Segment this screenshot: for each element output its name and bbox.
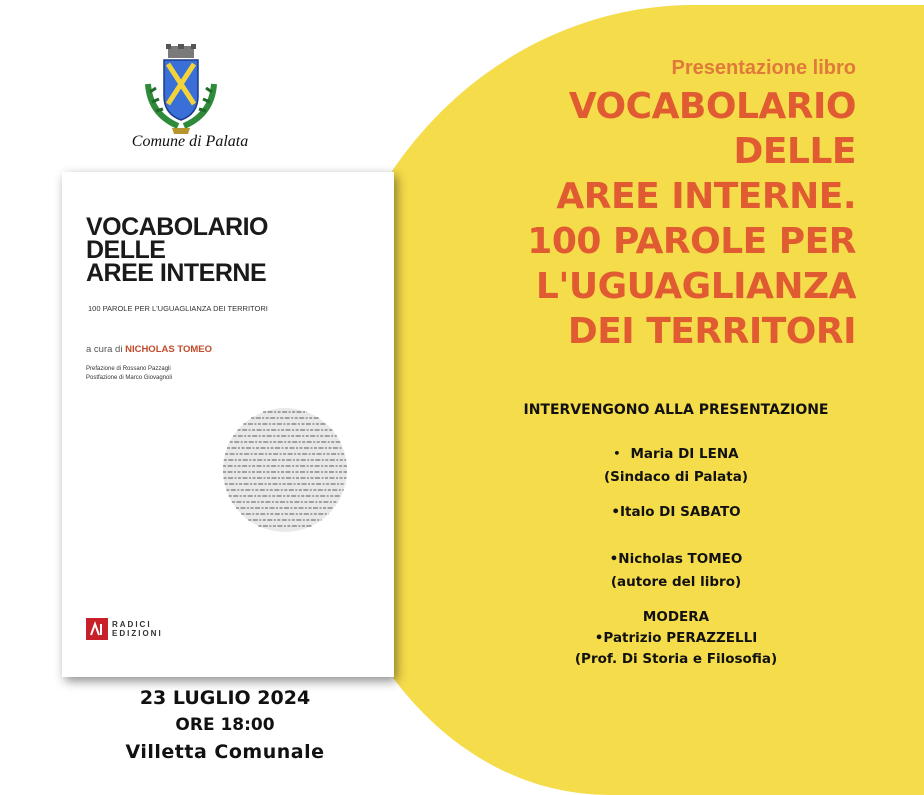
moderator-role: (Prof. Di Storia e Filosofia) <box>574 651 778 667</box>
speaker-name <box>470 548 882 571</box>
publisher-name-line: RADICI <box>112 620 152 629</box>
book-title-line: DELLE <box>86 236 166 264</box>
event-details <box>80 684 370 766</box>
bullet-icon: • <box>609 551 619 567</box>
event-date: 23 LUGLIO 2024 <box>139 687 311 709</box>
book-title-line: AREE INTERNE <box>86 259 267 287</box>
publisher-name-line: EDIZIONI <box>112 629 163 638</box>
poster-title-line: DEI TERRITORI <box>567 311 856 352</box>
book-preface: Prefazione di Rossano Pazzagli <box>86 366 171 372</box>
event-time: ORE 18:00 <box>175 715 275 735</box>
speaker-name-text: Italo DI SABATO <box>619 504 741 520</box>
speaker-name-text: Maria DI LENA <box>630 446 739 462</box>
poster-title-line: AREE INTERNE. <box>556 176 856 217</box>
publisher-name <box>112 620 163 638</box>
poster-title-line: L'UGUAGLIANZA <box>535 266 856 307</box>
municipal-crest-icon <box>144 44 218 136</box>
book-postface: Postfazione di Marco Giovagnoli <box>86 375 173 381</box>
speaker-name-text: Nicholas TOMEO <box>618 551 743 567</box>
publisher <box>86 618 163 640</box>
moderator-name-text: Patrizio PERAZZELLI <box>603 630 758 646</box>
poster-title <box>420 84 856 354</box>
book-editor-prefix: a cura di <box>86 344 123 355</box>
municipality-name: Comune di Palata <box>131 133 249 150</box>
bullet-icon: • <box>613 447 621 460</box>
speaker-name <box>470 501 882 524</box>
speaker-role: (Sindaco di Palata) <box>604 469 748 485</box>
book-editor-name: NICHOLAS TOMEO <box>125 344 212 355</box>
book-title-line: VOCABOLARIO <box>86 213 268 241</box>
poster-title-line: VOCABOLARIO <box>568 86 856 127</box>
publisher-logo-icon <box>86 618 108 640</box>
presentation-label: Presentazione libro <box>671 57 856 79</box>
word-cloud-graphic <box>210 382 360 552</box>
book-title <box>86 213 268 287</box>
book-credits <box>86 365 172 383</box>
bullet-icon: • <box>611 504 620 520</box>
speaker-role: (autore del libro) <box>610 574 742 590</box>
poster-title-line: DELLE <box>733 131 856 172</box>
book-editor <box>86 344 212 355</box>
speakers-section <box>470 399 882 671</box>
moderator-name <box>470 629 882 648</box>
poster-title-line: 100 PAROLE PER <box>527 221 856 262</box>
speaker-name <box>470 442 882 466</box>
book-subtitle: 100 PAROLE PER L'UGUAGLIANZA DEI TERRITORI <box>88 304 268 313</box>
event-venue: Villetta Comunale <box>125 741 325 763</box>
moderator-label: MODERA <box>642 609 710 625</box>
bullet-icon: • <box>594 630 604 646</box>
book-cover <box>62 172 394 677</box>
speakers-heading: INTERVENGONO ALLA PRESENTAZIONE <box>523 402 829 418</box>
